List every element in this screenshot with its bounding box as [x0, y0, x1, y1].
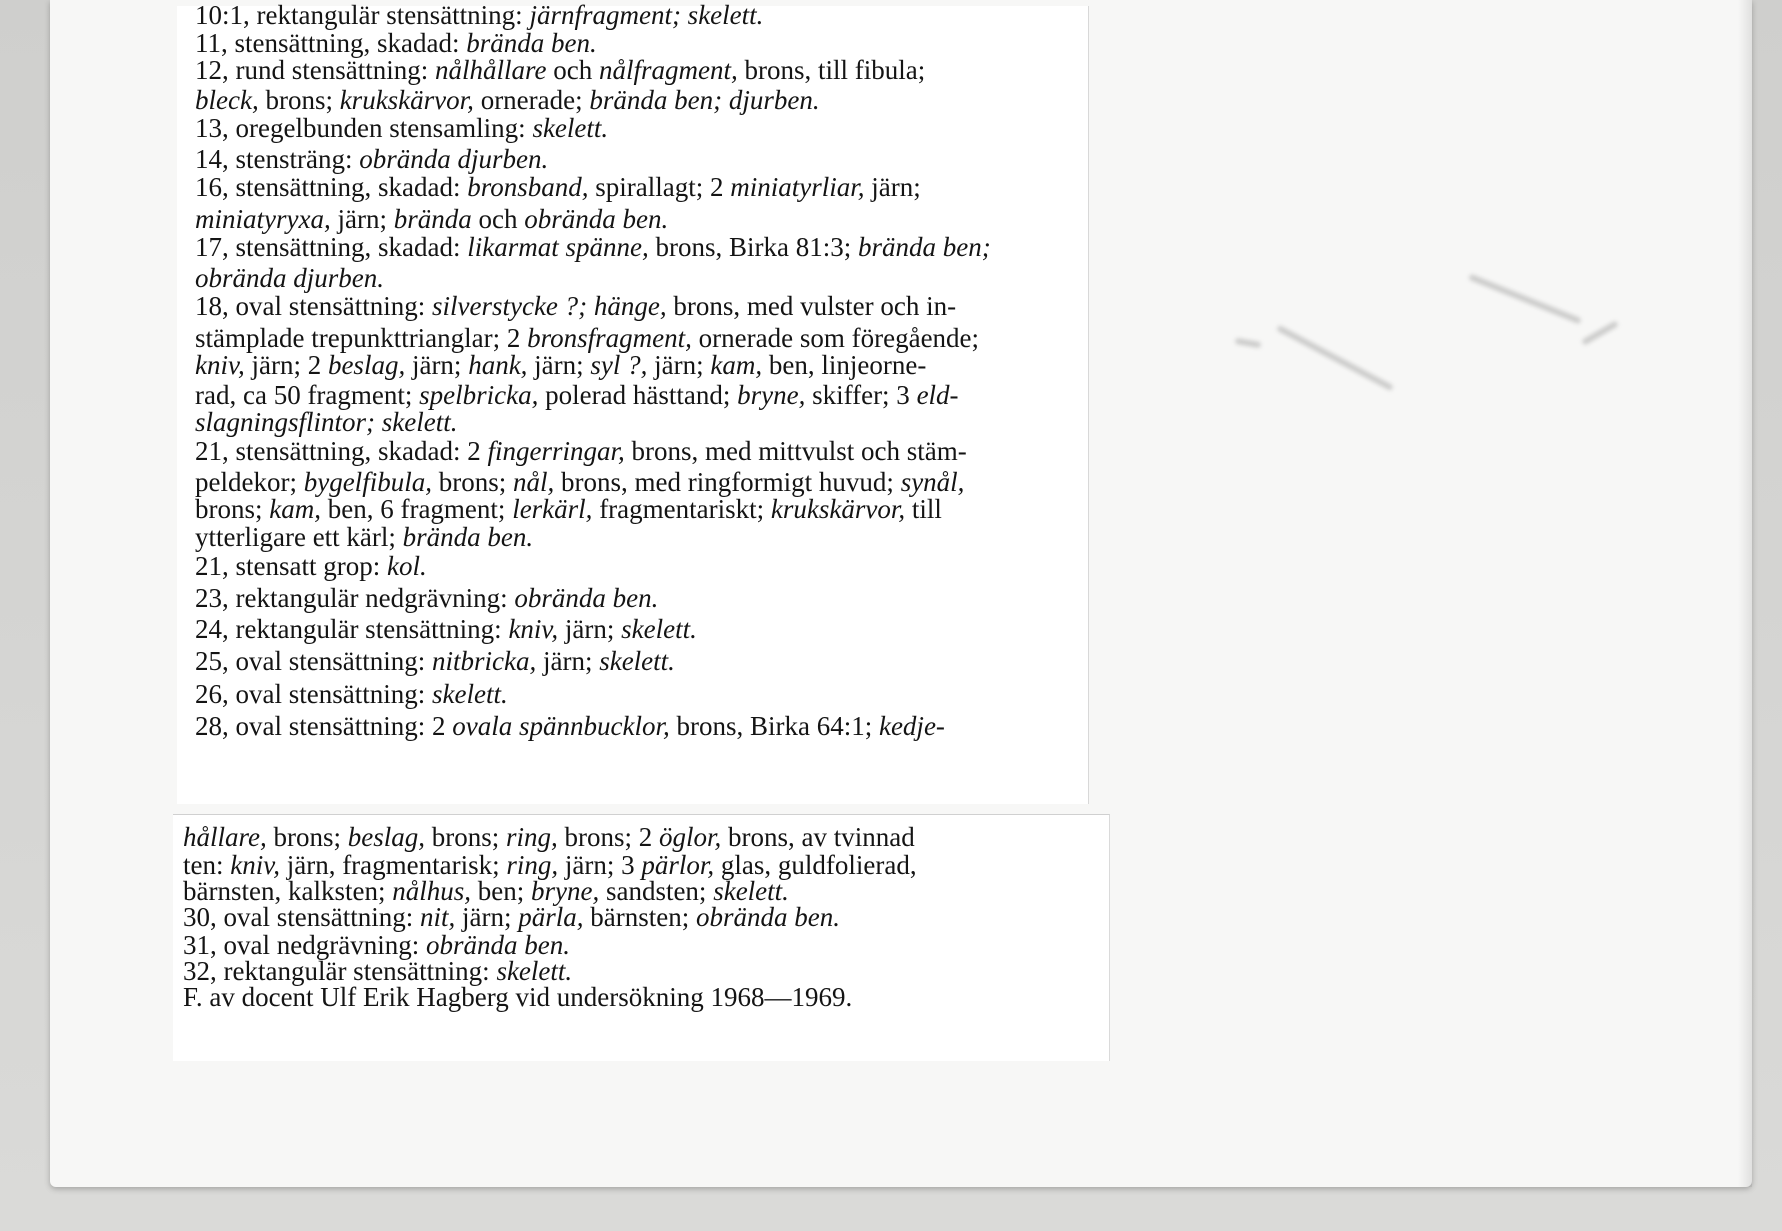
italic-term: bronsband, — [467, 172, 589, 202]
text-run: järn; — [864, 172, 921, 202]
italic-term: bronsfragment, — [527, 323, 692, 353]
text-line — [183, 956, 1083, 986]
italic-term: silverstycke ?; hänge, — [431, 291, 667, 321]
text-run: ben, linjeorne- — [762, 350, 927, 380]
text-run: 14, stensträng: — [195, 144, 360, 174]
text-run: glas, guldfolierad, — [714, 850, 917, 880]
italic-term: skelett. — [431, 679, 508, 709]
italic-term: kol. — [386, 551, 427, 581]
italic-term: likarmat spänne, — [467, 232, 649, 262]
italic-term: obrända ben. — [514, 583, 659, 613]
italic-term: nål, — [512, 467, 555, 497]
text-run: 21, stensättning, skadad: 2 — [195, 436, 488, 466]
text-run: ben; — [470, 876, 531, 906]
text-line — [183, 850, 1083, 880]
text-run: brons, till fibula; — [737, 55, 926, 85]
italic-term: brända ben. — [466, 28, 597, 58]
italic-term: miniatyryxa, — [195, 204, 331, 234]
text-run: och — [471, 204, 525, 234]
text-line — [195, 232, 1068, 263]
italic-term: nit, — [419, 902, 456, 932]
text-run: järn; — [405, 350, 469, 380]
text-run: 17, stensättning, skadad: — [195, 232, 468, 262]
text-line — [183, 982, 1083, 1010]
text-line — [195, 204, 1068, 232]
card-edge-shadow — [1738, 0, 1752, 1187]
italic-term: krukskärvor, — [339, 85, 474, 115]
italic-term: hållare, — [183, 822, 267, 852]
text-line — [195, 172, 1068, 204]
text-run: 12, rund stensättning: — [195, 55, 435, 85]
italic-term: miniatyrliar, — [730, 172, 865, 202]
text-run: ornerade som föregående; — [691, 323, 980, 353]
text-run: järn; — [455, 902, 519, 932]
text-run: brons, Birka 64:1; — [669, 711, 879, 741]
italic-term: skelett. — [532, 113, 609, 143]
text-line — [195, 467, 1068, 497]
text-run: brons; — [195, 494, 270, 524]
text-run: brons, Birka 81:3; — [648, 232, 858, 262]
italic-term: skelett. — [713, 876, 789, 906]
text-run: järn; — [527, 350, 591, 380]
text-line — [195, 646, 1068, 679]
text-line — [183, 930, 1083, 960]
text-line — [195, 551, 1068, 583]
text-run: järn; — [647, 350, 711, 380]
text-run: 21, stensatt grop: — [195, 551, 387, 581]
italic-term: ring, — [506, 850, 559, 880]
text-run: 23, rektangulär nedgrävning: — [195, 583, 515, 613]
italic-term: kedje- — [878, 711, 945, 741]
italic-term: ring, — [506, 822, 558, 852]
text-run: polerad hästtand; — [538, 380, 738, 410]
italic-term: järnfragment; skelett. — [529, 0, 764, 30]
catalog-text-top — [195, 0, 1068, 743]
text-line — [195, 380, 1068, 410]
italic-term: brända ben; — [857, 232, 991, 262]
text-run: brons, med ringformigt huvud; — [554, 467, 901, 497]
text-line — [195, 350, 1068, 380]
italic-term: nålhus, — [392, 876, 471, 906]
italic-term: brända ben; djurben. — [589, 85, 820, 115]
italic-term: eld- — [916, 380, 959, 410]
italic-term: obrända ben. — [524, 204, 669, 234]
italic-term: fingerringar, — [487, 436, 625, 466]
italic-term: ovala spännbucklor, — [452, 711, 670, 741]
text-line — [195, 494, 1068, 522]
text-line — [183, 902, 1083, 930]
italic-term: obrända ben. — [695, 902, 840, 932]
text-line — [195, 55, 1068, 85]
italic-term: kniv, — [508, 614, 559, 644]
text-line — [195, 436, 1068, 467]
text-run: 31, oval nedgrävning: — [183, 930, 426, 960]
text-run: järn; 3 — [558, 850, 642, 880]
italic-term: kam, — [710, 350, 763, 380]
text-run: 18, oval stensättning: — [195, 291, 432, 321]
text-run: järn; — [558, 614, 622, 644]
text-run: bärnsten, kalksten; — [183, 876, 393, 906]
text-line — [195, 522, 1068, 551]
text-run: brons; — [266, 822, 348, 852]
text-line — [195, 679, 1068, 711]
italic-term: brända — [393, 204, 472, 234]
text-run: skiffer; 3 — [805, 380, 917, 410]
text-line — [195, 263, 1068, 291]
text-run: peldekor; — [195, 467, 304, 497]
text-run: 11, stensättning, skadad: — [195, 28, 467, 58]
text-run: 30, oval stensättning: — [183, 902, 420, 932]
italic-term: obrända djurben. — [359, 144, 549, 174]
text-run: bärnsten; — [583, 902, 696, 932]
italic-term: bryne, — [530, 876, 600, 906]
text-run: 24, rektangulär stensättning: — [195, 614, 509, 644]
text-run: spirallagt; 2 — [588, 172, 731, 202]
text-line — [195, 323, 1068, 353]
text-run: stämplade trepunkttrianglar; 2 — [195, 323, 528, 353]
italic-term: obrända ben. — [425, 930, 570, 960]
text-run: ytterligare ett kärl; — [195, 522, 403, 552]
italic-term: obrända djurben. — [195, 263, 384, 293]
text-run: brons, med mittvulst och stäm- — [624, 436, 967, 466]
text-run: fragmentariskt; — [592, 494, 771, 524]
text-run: 13, oregelbunden stensamling: — [195, 113, 533, 143]
italic-term: beslag, — [327, 350, 406, 380]
text-line — [183, 822, 1083, 850]
italic-term: lerkärl, — [512, 494, 593, 524]
text-run: 10:1, rektangulär stensättning: — [195, 0, 530, 30]
text-run: F. av docent Ulf Erik Hagberg vid undersökning 1968—1969. — [183, 982, 853, 1012]
text-run: 25, oval stensättning: — [195, 646, 432, 676]
italic-term: kniv, — [195, 350, 245, 380]
italic-term: beslag, — [347, 822, 425, 852]
text-line — [195, 583, 1068, 614]
italic-term: nålhållare — [434, 55, 547, 85]
text-line — [195, 711, 1068, 743]
text-run: järn, fragmentarisk; — [279, 850, 507, 880]
text-line — [195, 407, 1068, 436]
italic-term: kniv, — [230, 850, 280, 880]
text-run: brons, med vulster och in- — [666, 291, 957, 321]
italic-term: skelett. — [496, 956, 573, 986]
text-run: brons; — [258, 85, 340, 115]
italic-term: kam, — [269, 494, 321, 524]
text-run: sandsten; — [599, 876, 714, 906]
italic-term: nitbricka, — [431, 646, 537, 676]
text-run: 32, rektangulär stensättning: — [183, 956, 497, 986]
text-run: 28, oval stensättning: 2 — [195, 711, 453, 741]
italic-term: krukskärvor, — [770, 494, 906, 524]
italic-term: skelett. — [621, 614, 697, 644]
text-run: järn; 2 — [244, 350, 328, 380]
italic-term: pärlor, — [641, 850, 715, 880]
text-run: järn; — [536, 646, 600, 676]
text-run: brons, av tvinnad — [721, 822, 915, 852]
text-run: rad, ca 50 fragment; — [195, 380, 420, 410]
text-run: 26, oval stensättning: — [195, 679, 432, 709]
text-line — [195, 113, 1068, 144]
text-run: järn; — [330, 204, 394, 234]
text-run: ben, 6 fragment; — [320, 494, 513, 524]
text-run: ornerade; — [473, 85, 590, 115]
text-run: ten: — [183, 850, 231, 880]
italic-term: syl ?, — [590, 350, 648, 380]
italic-term: skelett. — [599, 646, 675, 676]
italic-term: spelbricka, — [419, 380, 539, 410]
italic-term: öglor, — [659, 822, 722, 852]
italic-term: pärla, — [518, 902, 584, 932]
text-line — [183, 876, 1083, 906]
italic-term: brända ben. — [402, 522, 534, 552]
catalog-text-bottom — [183, 822, 1083, 1010]
text-line — [195, 291, 1068, 323]
text-run: brons; — [431, 467, 513, 497]
italic-term: nålfragment, — [598, 55, 738, 85]
italic-term: synål, — [900, 467, 965, 497]
text-line — [195, 144, 1068, 172]
italic-term: bleck, — [195, 85, 259, 115]
italic-term: slagningsflintor; skelett. — [195, 407, 458, 437]
text-run: brons; 2 — [557, 822, 660, 852]
italic-term: bryne, — [737, 380, 806, 410]
italic-term: bygelfibula, — [303, 467, 432, 497]
text-line — [195, 85, 1068, 113]
text-run: 16, stensättning, skadad: — [195, 172, 468, 202]
text-run: och — [546, 55, 599, 85]
text-run: till — [905, 494, 942, 524]
italic-term: hank, — [468, 350, 528, 380]
text-line — [195, 28, 1068, 58]
text-line — [195, 0, 1068, 28]
text-run: brons; — [425, 822, 506, 852]
text-line — [195, 614, 1068, 646]
